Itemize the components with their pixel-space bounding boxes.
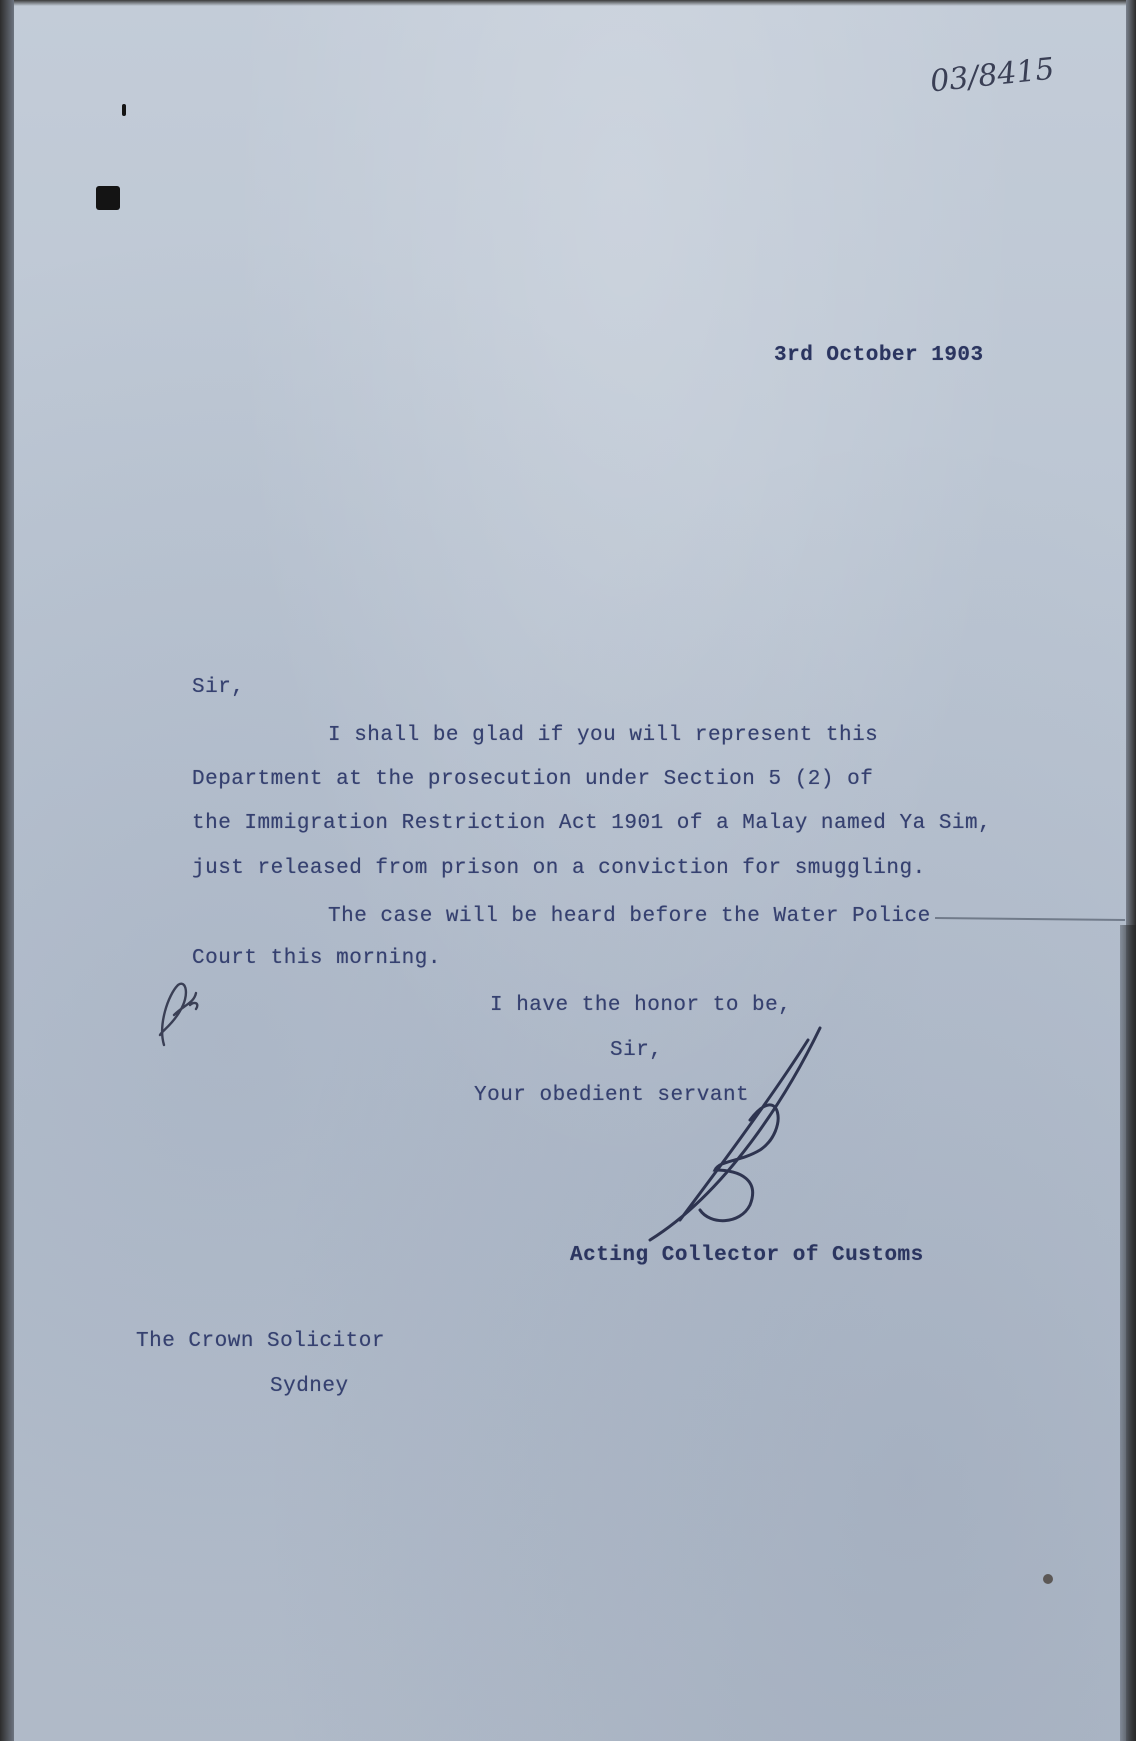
- body-line: I shall be glad if you will represent this: [328, 724, 879, 747]
- recipient-name: The Crown Solicitor: [136, 1330, 385, 1353]
- body-line: Department at the prosecution under Section 5 (2) of: [192, 768, 874, 791]
- salutation: Sir,: [192, 676, 245, 699]
- torn-margin: [1120, 925, 1136, 1741]
- closing-line: I have the honor to be,: [490, 994, 792, 1017]
- body-line: Court this morning.: [192, 947, 441, 970]
- body-line: the Immigration Restriction Act 1901 of a Malay named Ya Sim,: [192, 812, 992, 835]
- top-edge: [0, 0, 1136, 6]
- letter-date: 3rd October 1903: [774, 344, 984, 367]
- closing-line: Your obedient servant: [474, 1084, 750, 1107]
- signature: [640, 1020, 840, 1260]
- punch-mark: [122, 104, 126, 116]
- signature-title: Acting Collector of Customs: [570, 1244, 924, 1267]
- closing-line: Sir,: [610, 1039, 663, 1062]
- ink-spot: [1043, 1574, 1053, 1584]
- punch-hole: [96, 186, 120, 210]
- margin-initials: [150, 975, 210, 1055]
- recipient-place: Sydney: [270, 1375, 349, 1398]
- left-edge: [0, 0, 14, 1741]
- body-line: The case will be heard before the Water Police: [328, 905, 931, 928]
- paper-tear: [935, 917, 1125, 927]
- body-line: just released from prison on a conviction for smuggling.: [192, 857, 926, 880]
- reference-note: 03/8415: [928, 51, 1057, 100]
